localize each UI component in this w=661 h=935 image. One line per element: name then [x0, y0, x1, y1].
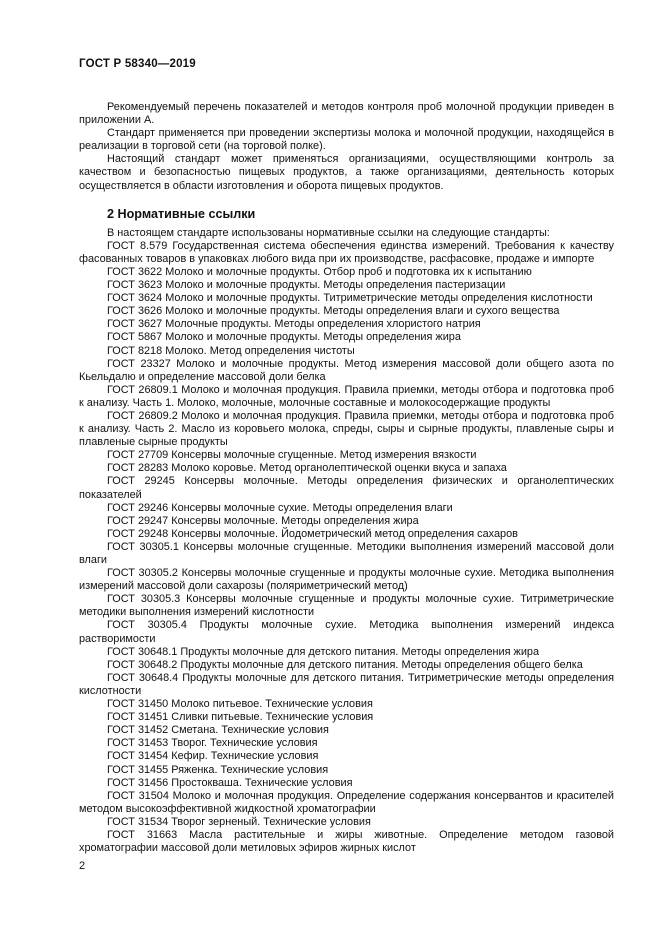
reference-item: ГОСТ 29246 Консервы молочные сухие. Методы определения влаги: [107, 501, 453, 514]
reference-item: ГОСТ 3627 Молочные продукты. Методы определения хлористого натрия: [107, 318, 481, 331]
reference-item: ГОСТ 3623 Молоко и молочные продукты. Методы определения пастеризации: [107, 279, 506, 292]
reference-item: ГОСТ 29245 Консервы молочные. Методы определения физических и органолептических показателей: [79, 475, 614, 501]
reference-item: ГОСТ 3624 Молоко и молочные продукты. Титриметрические методы определения кислотности: [107, 292, 593, 305]
reference-item: ГОСТ 30648.2 Продукты молочные для детского питания. Методы определения общего белка: [107, 658, 583, 671]
intro-paragraph: Стандарт применяется при проведении экспертизы молока и молочной продукции, находящейся в реализации в торговой сети (на торговой полке).: [79, 127, 614, 153]
document-code-header: ГОСТ Р 58340—2019: [79, 58, 196, 70]
section-lead: В настоящем стандарте использованы нормативные ссылки на следующие стандарты:: [107, 226, 550, 239]
intro-paragraph: Настоящий стандарт может применяться организациями, осуществляющими контроль за качеством и безопасностью пищевых продуктов, а также организациями, деятельность которых осуществляется в области изготовления и оборота пищевых продуктов.: [79, 153, 614, 192]
reference-item: ГОСТ 31663 Масла растительные и жиры животные. Определение методом газовой хроматографии массовой доли метиловых эфиров жирных кислот: [79, 828, 614, 855]
reference-item: ГОСТ 31504 Молоко и молочная продукция. Определение содержания консервантов и красителей методом высокоэффективной жидкостной хроматографии: [79, 789, 614, 815]
reference-item: ГОСТ 28283 Молоко коровье. Метод органолептической оценки вкуса и запаха: [107, 462, 507, 475]
page-number: 2: [79, 860, 86, 872]
reference-item: ГОСТ 31455 Ряженка. Технические условия: [107, 763, 329, 776]
reference-item: ГОСТ 31454 Кефир. Технические условия: [107, 750, 319, 763]
reference-item: ГОСТ 29248 Консервы молочные. Йодометрический метод определения сахаров: [107, 527, 518, 540]
reference-item: ГОСТ 30648.4 Продукты молочные для детского питания. Титриметрические методы определения кислотности: [79, 671, 614, 697]
reference-item: ГОСТ 31450 Молоко питьевое. Технические условия: [107, 698, 373, 711]
reference-item: ГОСТ 3626 Молоко и молочные продукты. Методы определения влаги и сухого вещества: [107, 305, 560, 318]
reference-item: ГОСТ 30305.3 Консервы молочные сгущенные и продукты молочные сухие. Титриметрические методики выполнения измерений кислотности: [79, 593, 614, 619]
references-list: [79, 240, 614, 855]
reference-item: ГОСТ 30305.4 Продукты молочные сухие. Методика выполнения измерений индекса растворимости: [79, 619, 614, 645]
reference-item: ГОСТ 27709 Консервы молочные сгущенные. Метод измерения вязкости: [107, 449, 477, 462]
reference-item: ГОСТ 8218 Молоко. Метод определения чистоты: [107, 344, 355, 357]
reference-item: ГОСТ 26809.1 Молоко и молочная продукция. Правила приемки, методы отбора и подготовка проб к анализу. Часть 1. Молоко, молочные, молочные составные и молокосодержащие продукты: [79, 383, 614, 409]
section-heading: 2 Нормативные ссылки: [107, 206, 256, 221]
reference-item: ГОСТ 31534 Творог зерненый. Технические условия: [107, 815, 371, 828]
reference-item: ГОСТ 5867 Молоко и молочные продукты. Методы определения жира: [107, 331, 461, 344]
reference-item: ГОСТ 30305.1 Консервы молочные сгущенные. Методики выполнения измерений массовой доли влаги: [79, 540, 614, 566]
page-content: [79, 101, 614, 855]
reference-item: ГОСТ 31451 Сливки питьевые. Технические условия: [107, 711, 374, 724]
reference-item: ГОСТ 29247 Консервы молочные. Методы определения жира: [107, 514, 419, 527]
reference-item: ГОСТ 31453 Творог. Технические условия: [107, 737, 318, 750]
reference-item: ГОСТ 30305.2 Консервы молочные сгущенные и продукты молочные сухие. Методика выполнения измерений массовой доли сахарозы (поляриметрический метод): [79, 567, 614, 593]
reference-item: ГОСТ 3622 Молоко и молочные продукты. Отбор проб и подготовка их к испытанию: [107, 265, 532, 278]
reference-item: ГОСТ 8.579 Государственная система обеспечения единства измерений. Требования к качеству фасованных товаров в упаковках любого вида при их производстве, расфасовке, продаже и импорте: [79, 239, 614, 265]
reference-item: ГОСТ 26809.2 Молоко и молочная продукция. Правила приемки, методы отбора и подготовка проб к анализу. Часть 2. Масло из коровьего молока, спреды, сыры и сырные продукты, плавленые сыры и плавленые сырные продукты: [79, 409, 614, 449]
reference-item: ГОСТ 31452 Сметана. Технические условия: [107, 724, 329, 737]
reference-item: ГОСТ 31456 Простокваша. Технические условия: [107, 776, 353, 789]
reference-item: ГОСТ 23327 Молоко и молочные продукты. Метод измерения массовой доли общего азота по Кьельдалю и определение массовой доли белка: [79, 357, 614, 383]
reference-item: ГОСТ 30648.1 Продукты молочные для детского питания. Методы определения жира: [107, 645, 540, 658]
intro-paragraph: Рекомендуемый перечень показателей и методов контроля проб молочной продукции приведен в приложении А.: [79, 101, 614, 127]
